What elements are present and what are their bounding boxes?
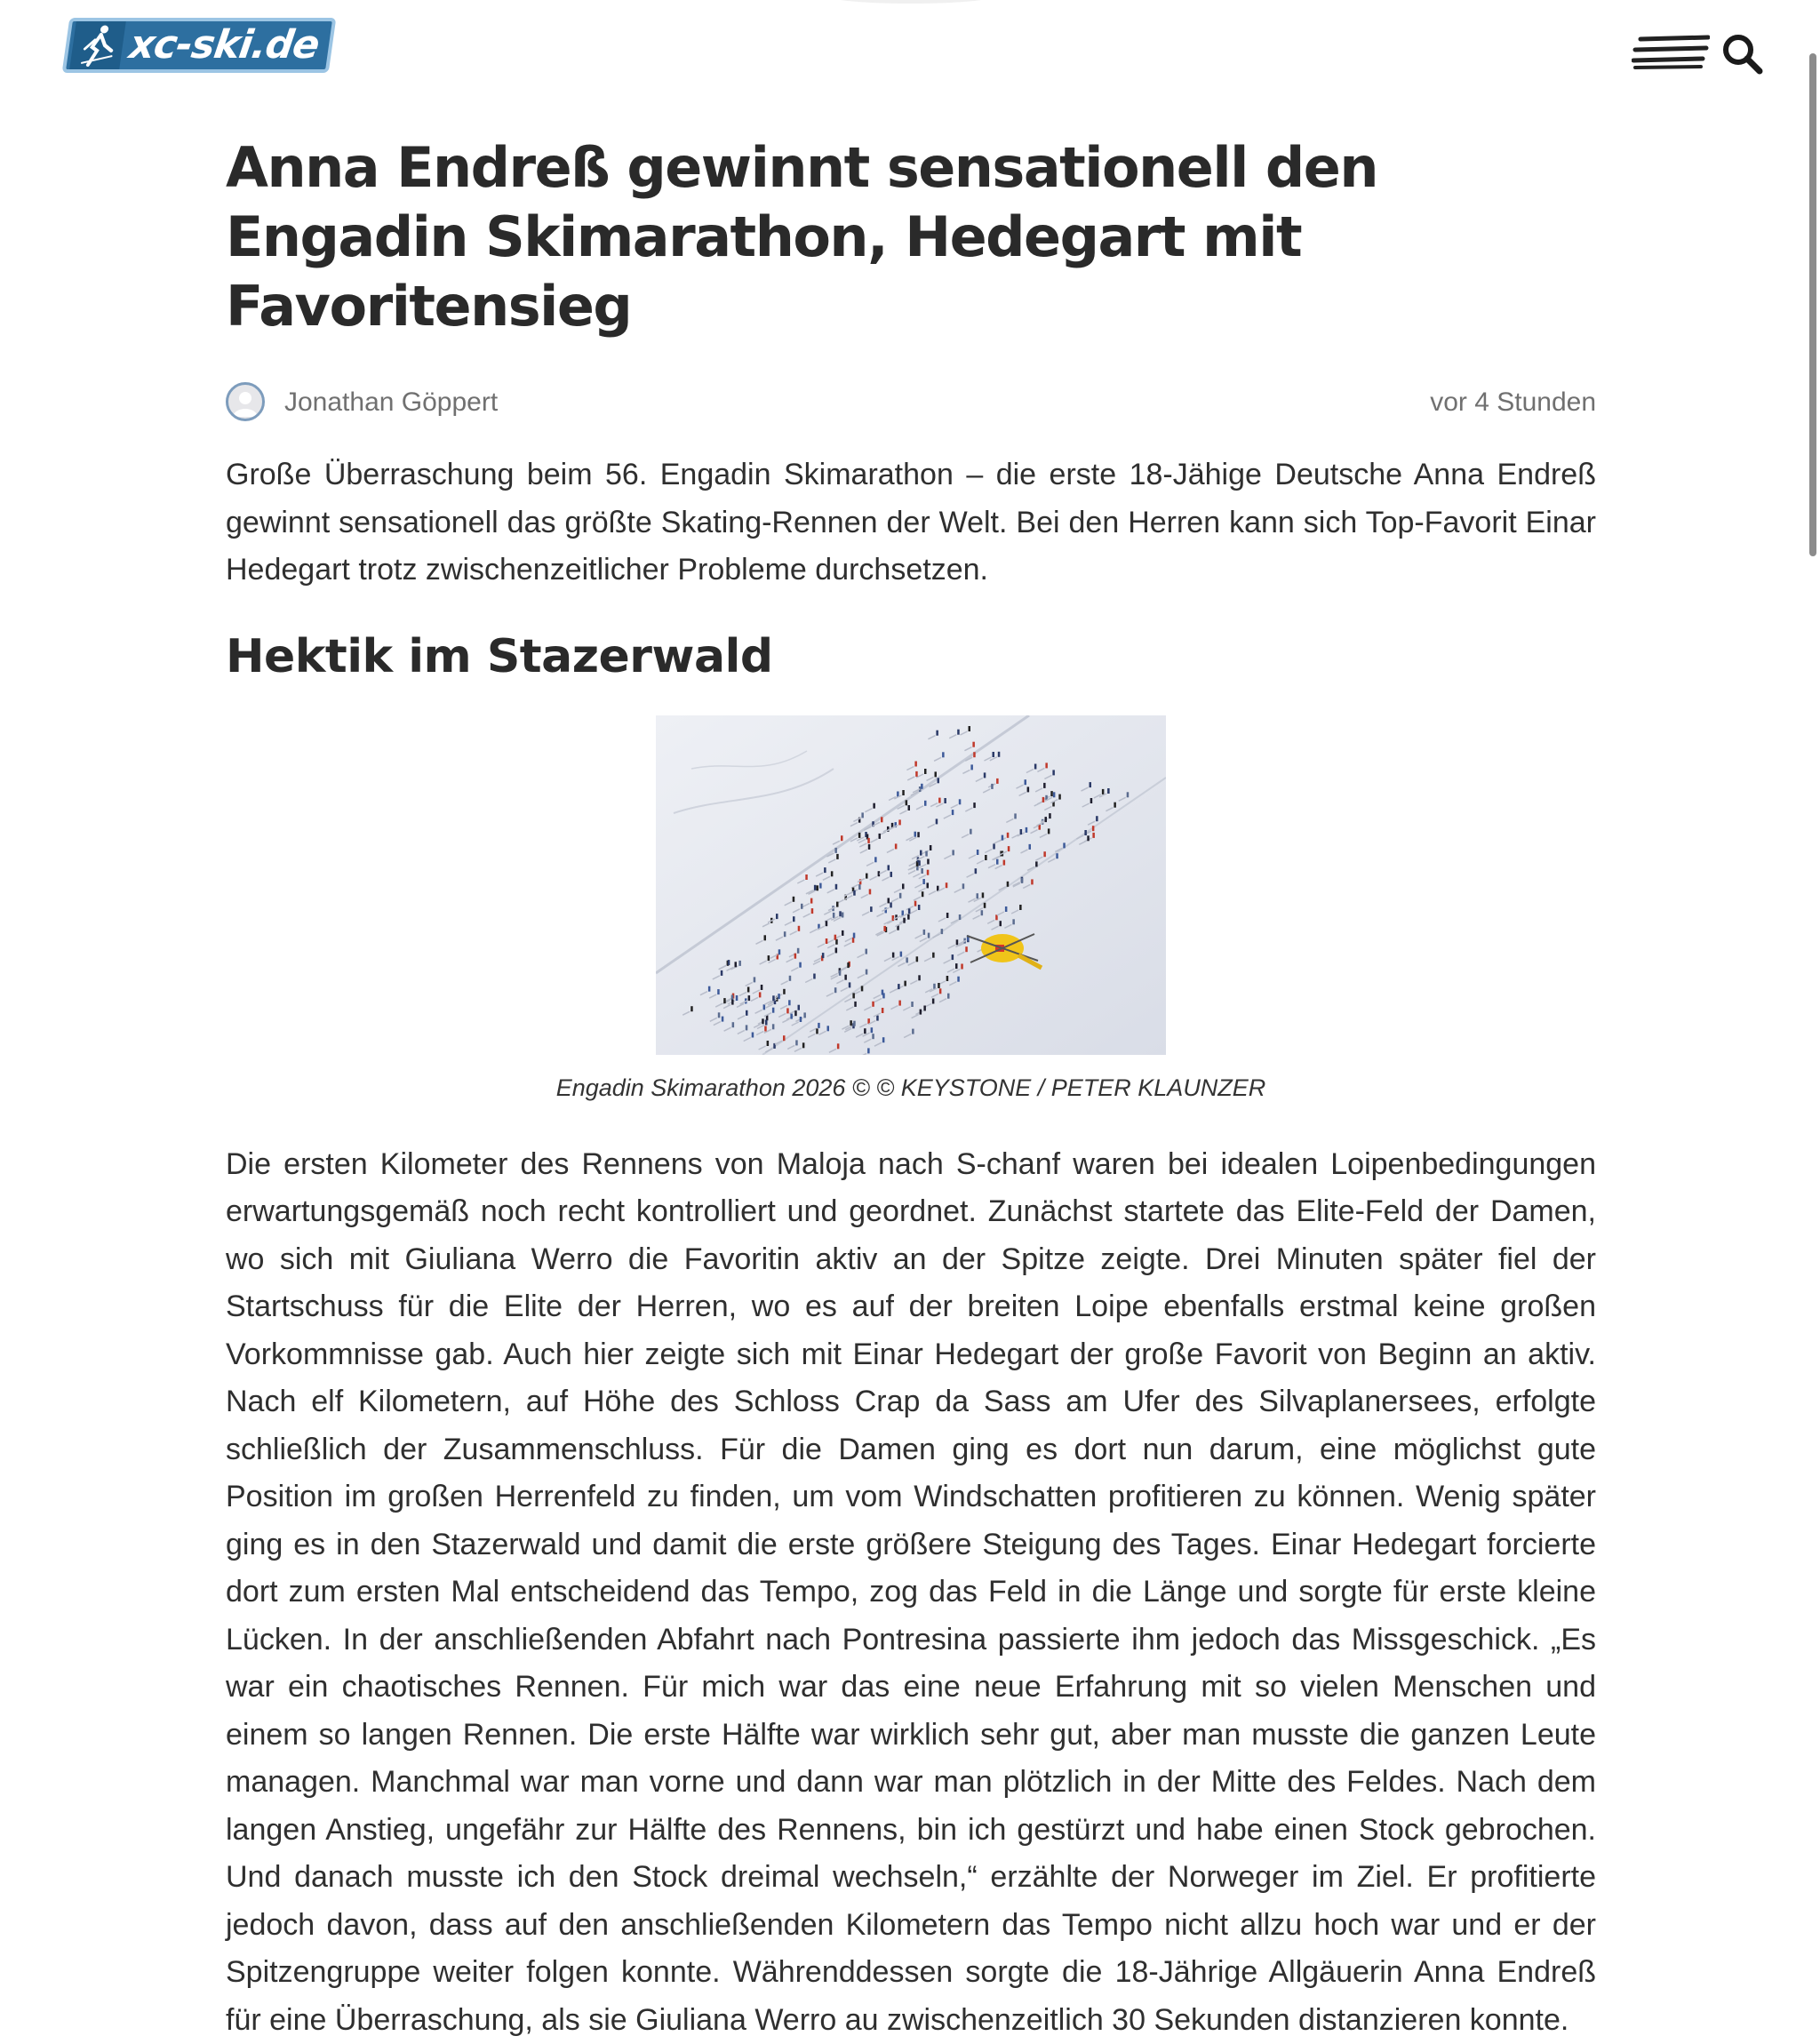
- article: [226, 133, 1596, 2044]
- article-photo[interactable]: [656, 715, 1166, 1055]
- section-heading: Hektik im Stazerwald: [226, 625, 1596, 689]
- hamburger-menu-icon: [1632, 34, 1710, 71]
- article-title: Anna Endreß gewinnt sensationell den Engadin Skimarathon, Hedegart mit Favoritensieg: [226, 133, 1596, 341]
- image-caption: Engadin Skimarathon 2026 © © KEYSTONE / PETER KLAUNZER: [226, 1074, 1596, 1102]
- search-button[interactable]: [1720, 32, 1763, 75]
- site-logo[interactable]: [66, 16, 334, 75]
- logo-badge: [62, 18, 337, 73]
- scrollbar[interactable]: [1809, 53, 1816, 556]
- user-avatar-icon[interactable]: [226, 382, 265, 421]
- article-lead: Große Überraschung beim 56. Engadin Skimarathon – die erste 18-Jähige Deutsche Anna Endreß gewinnt sensationell das größte Skating-Rennen der Welt. Bei den Herren kann sich Top-Favorit Einar Hedegart trotz zwischenzeitlicher Probleme durchsetzen.: [226, 451, 1596, 595]
- search-icon: [1720, 32, 1763, 75]
- menu-button[interactable]: [1632, 34, 1710, 71]
- author-name[interactable]: Jonathan Göppert: [284, 387, 498, 418]
- article-figure: [226, 715, 1596, 1102]
- article-meta: [226, 377, 1596, 430]
- top-shadow: [826, 0, 995, 4]
- logo-text: xc-ski.de: [127, 26, 321, 65]
- publish-time: vor 4 Stunden: [1430, 387, 1596, 418]
- skier-logo-icon: [69, 21, 126, 69]
- article-body: Die ersten Kilometer des Rennens von Maloja nach S-chanf waren bei idealen Loipenbedingungen erwartungsgemäß noch recht kontrolliert und geordnet. Zunächst startete das Elite-Feld der Damen, wo sich mit Giuliana Werro die Favoritin aktiv an der Spitze zeigte. Drei Minuten später fiel der Startschuss für die Elite der Herren, wo es auf der breiten Loipe ebenfalls erstmal keine großen Vorkommnisse gab. Auch hier zeigte sich mit Einar Hedegart der große Favorit von Beginn an aktiv. Nach elf Kilometern, auf Höhe des Schloss Crap da Sass am Ufer des Silvaplanersees, erfolgte schließlich der Zusammenschluss. Für die Damen ging es dort nun darum, eine möglichst gute Position im großen Herrenfeld zu finden, um vom Windschatten profitieren zu können. Wenig später ging es in den Stazerwald und damit die erste größere Steigung des Tages. Einar Hedegart forcierte dort zum ersten Mal entscheidend das Tempo, zog das Feld in die Länge und sorgte für erste kleine Lücken. In der anschließenden Abfahrt nach Pontresina passierte ihm jedoch das Missgeschick. „Es war ein chaotisches Rennen. Für mich war das eine neue Erfahrung mit so vielen Menschen und einem so langen Rennen. Die erste Hälfte war wirklich sehr gut, aber man musste die ganzen Leute managen. Manchmal war man vorne und dann war man plötzlich in der Mitte des Feldes. Nach dem langen Anstieg, ungefähr zur Hälfte des Rennens, bin ich gestürzt und habe einen Stock gebrochen. Und danach musste ich den Stock dreimal wechseln,“ erzählte der Norweger im Ziel. Er profitierte jedoch davon, dass auf den anschließenden Kilometern das Tempo nicht allzu hoch war und er der Spitzengruppe weiter folgen konnte. Währenddessen sorgte die 18-Jährige Allgäuerin Anna Endreß für eine Überraschung, als sie Giuliana Werro au zwischenzeitlich 30 Sekunden distanzieren konnte.: [226, 1141, 1596, 2044]
